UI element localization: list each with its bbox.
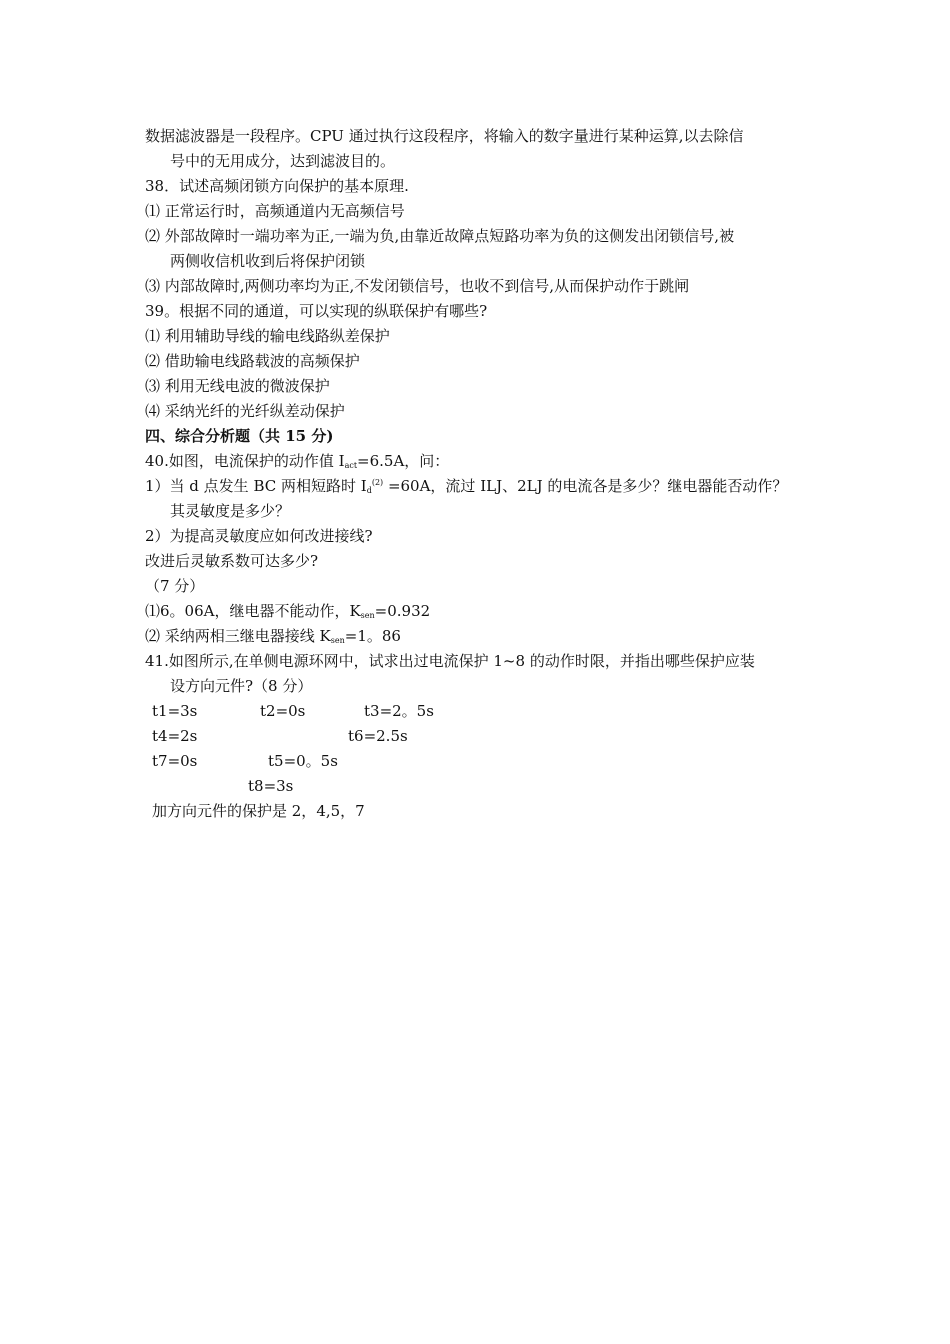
time-t5: t5=0。5s	[268, 752, 338, 770]
text-line: ⑶ 内部故障时,两侧功率均为正,不发闭锁信号，也收不到信号,从而保护动作于跳闸	[145, 277, 690, 295]
time-t4: t4=2s	[152, 727, 198, 745]
text-segment: ⑵ 采纳两相三继电器接线 K	[145, 627, 331, 645]
subscript: sen	[360, 611, 375, 620]
text-line: ⑵ 外部故障时一端功率为正,一端为负,由靠近故障点短路功率为负的这侧发出闭锁信号,被	[145, 227, 735, 245]
time-t8: t8=3s	[248, 777, 294, 795]
text-line	[145, 626, 401, 646]
text-line: 改进后灵敏系数可达多少?	[145, 552, 319, 570]
question-38: 38．试述高频闭锁方向保护的基本原理.	[145, 177, 409, 195]
subscript: act	[344, 461, 358, 470]
text-line: ⑵ 借助输电线路载波的高频保护	[145, 352, 360, 370]
time-t2: t2=0s	[260, 702, 306, 720]
text-line: ⑷ 采纳光纤的光纤纵差动保护	[145, 402, 345, 420]
question-41: 41.如图所示,在单侧电源环网中，试求出过电流保护 1~8 的动作时限，并指出哪些保护应装	[145, 652, 755, 670]
time-t3: t3=2。5s	[364, 702, 434, 720]
question-40	[145, 451, 449, 471]
text-line: 两侧收信机收到后将保护闭锁	[170, 252, 366, 270]
text-segment: 40.如图，电流保护的动作值 I	[145, 452, 345, 470]
text-segment: =0.932	[374, 602, 431, 620]
text-line	[145, 601, 430, 621]
text-line: 2）为提高灵敏度应如何改进接线?	[145, 527, 373, 545]
text-line: ⑶ 利用无线电波的微波保护	[145, 377, 330, 395]
text-line: （7 分）	[145, 577, 205, 595]
text-segment: =1。86	[344, 627, 401, 645]
question-39: 39。根据不同的通道，可以实现的纵联保护有哪些?	[145, 302, 488, 320]
time-t1: t1=3s	[152, 702, 198, 720]
text-line: 数据滤波器是一段程序。CPU 通过执行这段程序，将输入的数字量进行某种运算,以去除信	[145, 127, 744, 145]
text-line: ⑴ 正常运行时，高频通道内无高频信号	[145, 202, 405, 220]
text-line: 设方向元件?（8 分）	[170, 677, 313, 695]
answer-direction-elements: 加方向元件的保护是 2，4,5，7	[152, 802, 365, 820]
time-t7: t7=0s	[152, 752, 198, 770]
text-segment: =6.5A，问：	[357, 452, 450, 470]
text-line: 其灵敏度是多少？	[170, 502, 291, 520]
subscript: sen	[330, 636, 345, 645]
text-segment: 1）当 d 点发生 BC 两相短路时 I	[145, 477, 367, 495]
time-t6: t6=2.5s	[348, 727, 408, 745]
superscript: (2)	[371, 478, 384, 487]
text-segment: =60A，流过 ILJ、2LJ 的电流各是多少？继电器能否动作？	[383, 477, 788, 495]
subscript: d	[366, 486, 372, 495]
section-heading: 四、综合分析题（共 15 分)	[145, 427, 334, 445]
text-line: 号中的无用成分，达到滤波目的。	[170, 152, 396, 170]
text-line	[145, 476, 787, 496]
text-line: ⑴ 利用辅助导线的输电线路纵差保护	[145, 327, 390, 345]
text-segment: ⑴6。06A，继电器不能动作，K	[145, 602, 361, 620]
